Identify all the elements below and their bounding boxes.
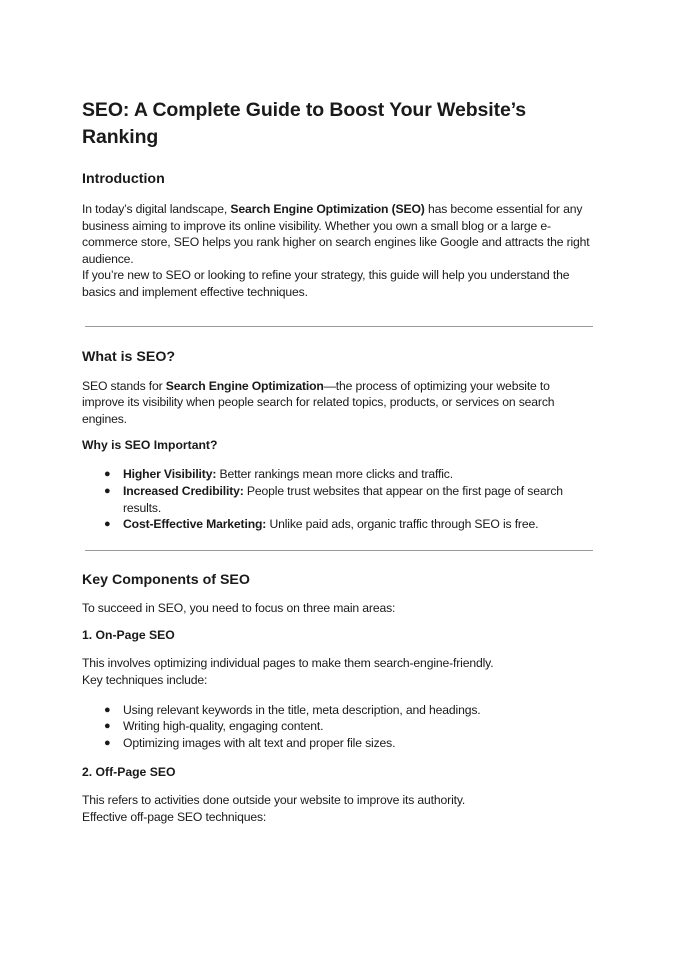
- list-item-text: Writing high-quality, engaging content.: [123, 719, 324, 734]
- off-page-seo-heading: 2. Off-Page SEO: [82, 765, 176, 780]
- bullet-icon: ●: [104, 720, 111, 733]
- bullet-icon: ●: [104, 484, 111, 497]
- off-page-paragraph-2: Effective off-page SEO techniques:: [82, 809, 267, 824]
- list-item-text: Unlike paid ads, organic traffic through SEO is free.: [266, 517, 539, 532]
- intro-p1-before: In today’s digital landscape,: [82, 202, 231, 216]
- what-is-bold: Search Engine Optimization: [165, 378, 324, 393]
- intro-p1-after: has become essential for any business aiming to improve its online visibility. Whether you own a small blog or a large e-commerce store, SEO helps you rank higher on search engines like Google and attracts the right audience.: [82, 202, 590, 266]
- on-page-paragraph-1: This involves optimizing individual pages to make them search-engine-friendly.: [82, 656, 494, 671]
- on-page-seo-heading: 1. On-Page SEO: [82, 628, 175, 643]
- list-item-bold: Cost-Effective Marketing:: [123, 517, 267, 532]
- list-item: [82, 702, 594, 719]
- list-item-text: Optimizing images with alt text and proper file sizes.: [123, 735, 396, 750]
- intro-heading: Introduction: [82, 171, 165, 187]
- why-seo-list: [82, 466, 594, 532]
- list-item: [82, 483, 594, 516]
- list-item-text: Better rankings mean more clicks and traffic.: [216, 467, 453, 482]
- list-item-bold: Higher Visibility:: [123, 467, 217, 482]
- bullet-icon: ●: [104, 468, 111, 481]
- list-item: [82, 735, 594, 752]
- intro-p1-bold: Search Engine Optimization (SEO): [230, 202, 425, 216]
- list-item-text: Using relevant keywords in the title, meta description, and headings.: [123, 702, 481, 717]
- intro-paragraph-1: [82, 201, 594, 267]
- list-item: [82, 718, 594, 735]
- what-is-after: —the process of optimizing your website to improve its visibility when people search for related topics, products, or services on search engines.: [82, 378, 555, 426]
- what-is-before: SEO stands for: [82, 378, 166, 393]
- list-item-bold: Increased Credibility:: [123, 483, 244, 498]
- document-content: [82, 97, 594, 825]
- on-page-list: [82, 702, 594, 752]
- on-page-paragraph-2: Key techniques include:: [82, 672, 208, 687]
- list-item: [82, 466, 594, 483]
- why-seo-heading: Why is SEO Important?: [82, 438, 218, 453]
- what-is-seo-paragraph: [82, 378, 594, 428]
- document-title: SEO: A Complete Guide to Boost Your Website’s Ranking: [82, 99, 527, 148]
- intro-paragraph-2: If you’re new to SEO or looking to refine your strategy, this guide will help you understand the basics and implement effective techniques.: [82, 268, 570, 299]
- key-components-heading: Key Components of SEO: [82, 571, 250, 588]
- bullet-icon: ●: [104, 736, 111, 749]
- bullet-icon: ●: [104, 703, 111, 716]
- bullet-icon: ●: [104, 518, 111, 531]
- list-item-text: People trust websites that appear on the first page of search results.: [123, 483, 563, 515]
- list-item: [82, 516, 594, 533]
- off-page-paragraph-1: This refers to activities done outside your website to improve its authority.: [82, 793, 466, 808]
- key-components-intro: To succeed in SEO, you need to focus on three main areas:: [82, 600, 396, 615]
- what-is-seo-heading: What is SEO?: [82, 348, 176, 365]
